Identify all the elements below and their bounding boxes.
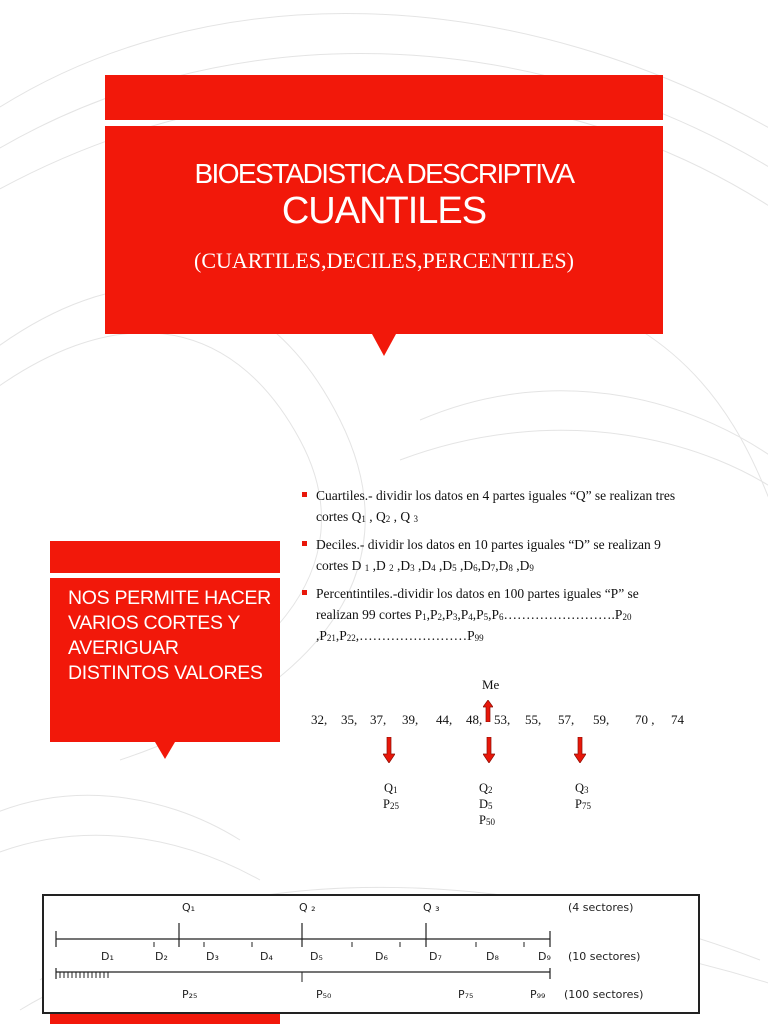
bullet-deciles-mark-3-base: ,D: [414, 558, 432, 573]
quartile-1-q-base: Q: [384, 781, 394, 795]
side-box: [50, 578, 280, 742]
bullet-percentiles-mark-5-base: ,P: [488, 607, 500, 622]
bullet-deciles-mark-7-sub: 8: [508, 563, 513, 573]
bullet-percentiles: [302, 583, 682, 646]
bullet-deciles-mark-2-sub: 3: [410, 563, 415, 573]
sequence-value: 59,: [593, 712, 610, 727]
quartile-label-2-line: [479, 796, 495, 812]
quartile-label-1: [384, 780, 399, 812]
bullet-deciles-mark-7-base: ,D: [495, 558, 509, 573]
bullet-cuartiles: [302, 485, 682, 527]
scale-p75-label: P₇₅: [458, 988, 474, 1001]
scale-4-sectores: (4 sectores): [568, 901, 634, 914]
q1-down-arrow: [383, 737, 395, 763]
quartile-label-3-q: [575, 780, 591, 796]
bullet-deciles-mark-1-base: ,D: [369, 558, 390, 573]
bullet-cuartiles-mark-1-base: , Q: [365, 509, 386, 524]
title-line-1: BIOESTADISTICA DESCRIPTIVA: [194, 158, 574, 189]
scale-p99-label: P₉₉: [530, 988, 546, 1001]
sequence-value: 74: [671, 712, 684, 727]
scale-d5-label: D₅: [310, 950, 323, 963]
bullet-cuartiles-mark-2-base: , Q: [390, 509, 414, 524]
sequence-value: 53,: [494, 712, 511, 727]
scale-d9-label: D₉: [538, 950, 551, 963]
bullet-text: Deciles.- dividir los datos en 10 partes iguales “D” se realizan 9 cortes: [316, 537, 661, 573]
bullet-marker: [302, 590, 307, 595]
bullet-cuartiles-mark-0-sub: 1: [361, 514, 366, 524]
scale-q1-label: Q₁: [182, 901, 196, 914]
scale-p25-label: P₂₅: [182, 988, 198, 1001]
median-label: Me: [482, 677, 500, 692]
sequence-value: 48,: [466, 712, 483, 727]
title-pointer: [372, 334, 396, 356]
sequence-value: 35,: [341, 712, 358, 727]
scale-d8-label: D₈: [486, 950, 499, 963]
bullet-list: [302, 485, 682, 653]
bullet-percentiles-mark-4-base: ,P: [472, 607, 484, 622]
bullet-percentiles-mark-0-sub: 1: [422, 612, 427, 622]
scale-100-sectores: (100 sectores): [564, 988, 644, 1001]
bullet-cuartiles-mark-2-sub: 3: [413, 514, 418, 524]
sequence-value: 55,: [525, 712, 542, 727]
bullet-percentiles-mark-1-sub: 2: [437, 612, 442, 622]
quartile-label-2-line: [479, 812, 495, 828]
quantile-scale-diagram: [42, 894, 700, 1014]
quartile-2-line-1-base: P: [479, 813, 486, 827]
side-top-strip: [50, 541, 280, 573]
bullet-cuartiles-mark-0-base: Q: [351, 509, 362, 524]
bullet-deciles-mark-4-sub: 5: [452, 563, 457, 573]
bullet-deciles-mark-6-base: ,D: [477, 558, 491, 573]
sequence-value: 37,: [370, 712, 387, 727]
title-line-3: (CUARTILES,DECILES,PERCENTILES): [194, 248, 574, 273]
quartile-1-q-sub: 1: [393, 785, 398, 795]
side-pointer: [155, 742, 175, 759]
quartile-3-line-0-sub: 75: [581, 801, 591, 811]
median-up-arrow: [483, 700, 493, 722]
quartile-2-line-0-base: D: [479, 797, 489, 811]
scale-p50-label: P₅₀: [316, 988, 332, 1001]
bullet-percentiles-mark-7-sub: 21: [326, 633, 336, 643]
bullet-percentiles-mark-0-base: P: [414, 607, 423, 622]
quartile-2-q-base: Q: [479, 781, 489, 795]
bullet-percentiles-mark-9-sub: 99: [474, 633, 484, 643]
scale-q3-label: Q ₃: [423, 901, 440, 914]
scale-10-sectores: (10 sectores): [568, 950, 641, 963]
quartile-2-line-1-sub: 50: [485, 817, 495, 827]
sequence-value: 32,: [311, 712, 328, 727]
scale-q2-label: Q ₂: [299, 901, 316, 914]
scale-d6-label: D₆: [375, 950, 388, 963]
quartile-3-q-base: Q: [575, 781, 585, 795]
sequence-value: 39,: [402, 712, 419, 727]
bullet-deciles-mark-4-base: ,D: [435, 558, 453, 573]
bullet-deciles-mark-2-base: ,D: [393, 558, 411, 573]
bullet-text: Percentintiles.-dividir los datos en 100 partes iguales “P” se realizan 99 cortes: [316, 586, 639, 622]
sequence-value: 44,: [436, 712, 453, 727]
q2-down-arrow: [483, 737, 495, 763]
bullet-deciles-mark-0-base: D: [351, 558, 365, 573]
quartile-3-q-sub: 3: [584, 785, 589, 795]
bullet-percentiles-mark-6-sub: 20: [622, 612, 632, 622]
bullet-cuartiles-mark-1-sub: 2: [385, 514, 391, 524]
bullet-percentiles-mark-3-base: ,P: [457, 607, 469, 622]
bullet-deciles: [302, 534, 682, 576]
side-box-text: NOS PERMITE HACER VARIOS CORTES Y AVERIGUAR DISTINTOS VALORES: [68, 587, 271, 684]
quartile-2-q-sub: 2: [488, 785, 493, 795]
bullet-deciles-mark-1-sub: 2: [389, 563, 394, 573]
bullet-percentiles-mark-6-base: …………………….P: [503, 607, 623, 622]
bullet-deciles-mark-5-base: ,D: [456, 558, 474, 573]
bullet-deciles-mark-3-sub: 4: [431, 563, 436, 573]
quartile-label-3: [575, 780, 591, 812]
bullet-percentiles-mark-9-base: ,……………………P: [355, 628, 475, 643]
quartile-2-line-0-sub: 5: [488, 801, 493, 811]
bullet-percentiles-mark-8-base: ,P: [335, 628, 347, 643]
bullet-percentiles-mark-1-base: ,P: [426, 607, 438, 622]
bullet-deciles-mark-6-sub: 7: [490, 563, 496, 573]
quartile-3-line-0-base: P: [575, 797, 582, 811]
bullet-deciles-mark-8-sub: 9: [529, 563, 534, 573]
bullet-percentiles-mark-4-sub: 5: [483, 612, 489, 622]
quartile-label-3-line: [575, 796, 591, 812]
bullet-percentiles-mark-5-sub: 6: [499, 612, 504, 622]
bullet-percentiles-mark-2-base: ,P: [441, 607, 453, 622]
bullet-percentiles-mark-7-base: ,P: [316, 628, 327, 643]
bullet-marker: [302, 541, 307, 546]
scale-d2-label: D₂: [155, 950, 168, 963]
quartile-1-line-0-base: P: [383, 797, 390, 811]
bullet-percentiles-mark-2-sub: 3: [452, 612, 458, 622]
title-line-2: CUANTILES: [281, 190, 487, 232]
bullet-percentiles-mark-8-sub: 22: [346, 633, 356, 643]
sequence-value: 57,: [558, 712, 575, 727]
quartile-label-1-q: [384, 780, 399, 796]
bullet-deciles-mark-8-base: ,D: [512, 558, 530, 573]
title-top-strip: [105, 75, 663, 120]
scale-d3-label: D₃: [206, 950, 219, 963]
bullet-text: Cuartiles.- dividir los datos en 4 partes iguales “Q” se realizan tres cortes: [316, 488, 676, 524]
scale-d4-label: D₄: [260, 950, 273, 963]
title-box: [105, 126, 663, 334]
quartile-label-2-q: [479, 780, 495, 796]
scale-d1-label: D₁: [101, 950, 114, 963]
quartile-1-line-0-sub: 25: [389, 801, 399, 811]
bullet-percentiles-mark-3-sub: 4: [468, 612, 473, 622]
scale-d7-label: D₇: [429, 950, 442, 963]
sequence-value: 70 ,: [635, 712, 655, 727]
bullet-deciles-mark-5-sub: 6: [473, 563, 478, 573]
bullet-marker: [302, 492, 307, 497]
quartile-label-2: [479, 780, 495, 828]
q3-down-arrow: [574, 737, 586, 763]
bullet-deciles-mark-0-sub: 1: [364, 563, 370, 573]
quartile-label-1-line: [383, 796, 399, 812]
